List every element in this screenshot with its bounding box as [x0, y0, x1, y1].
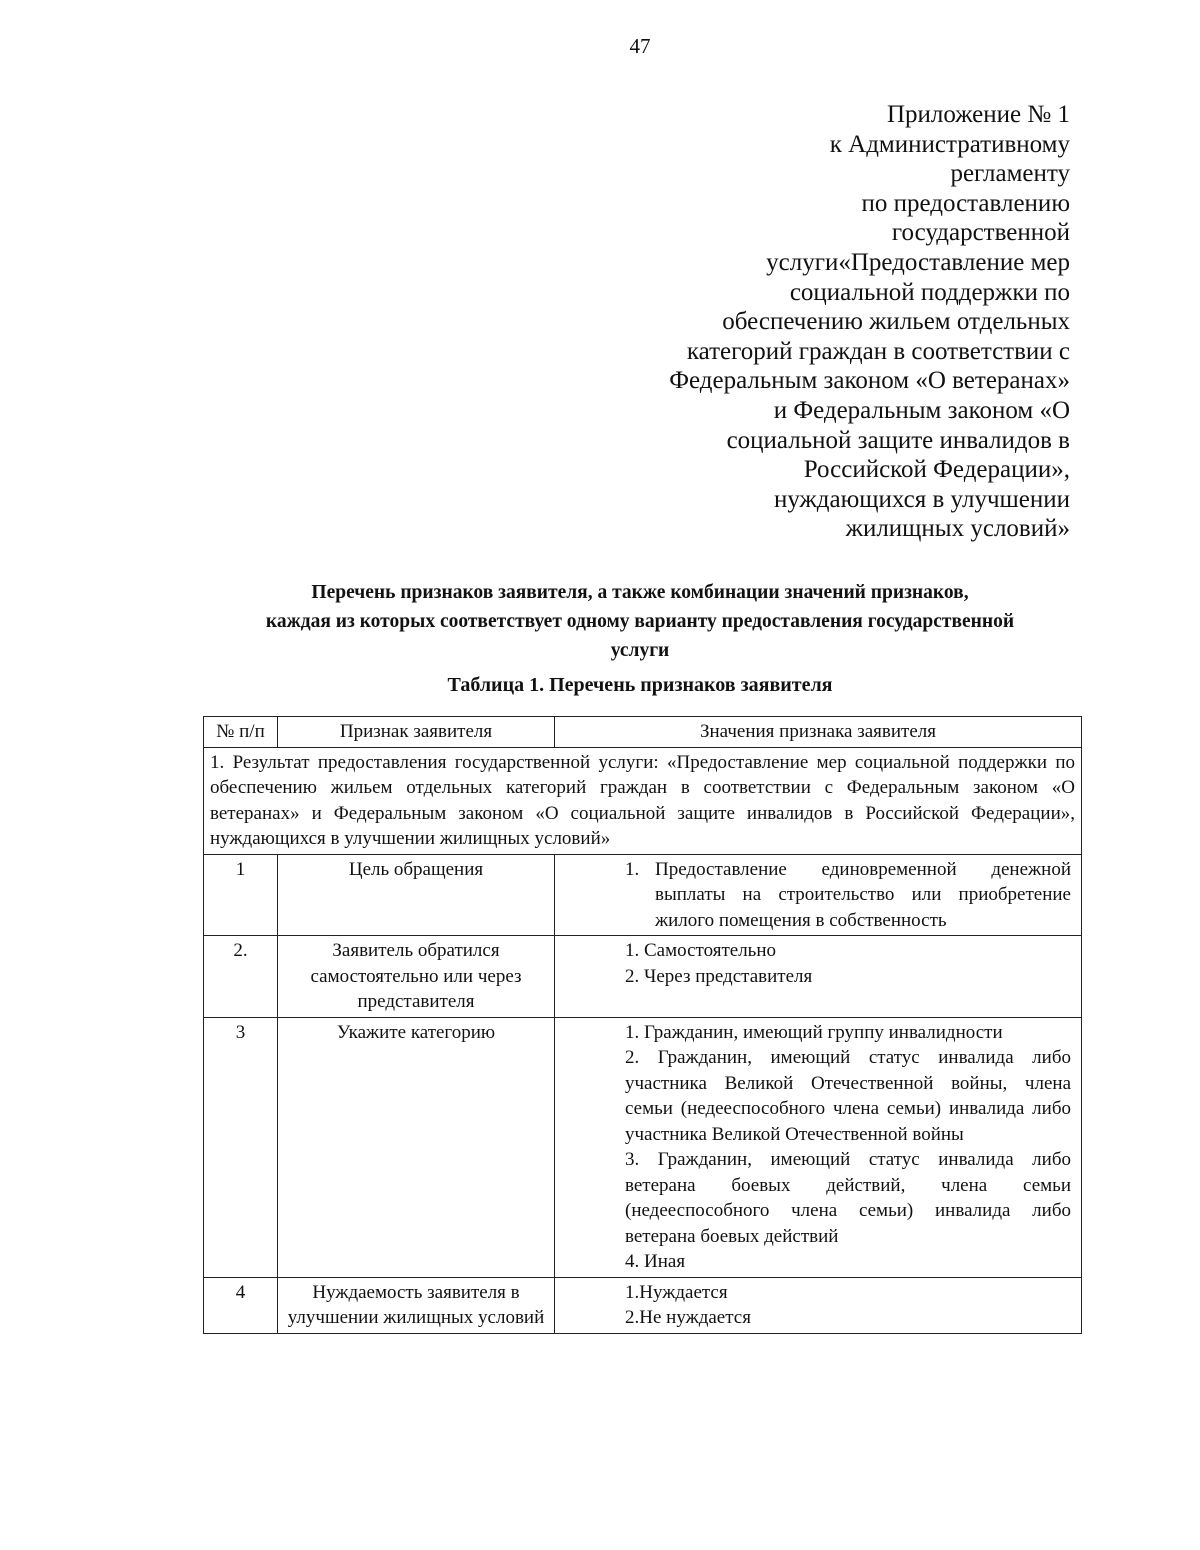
row-values [555, 936, 1082, 1018]
table-row [204, 936, 1082, 1018]
row-values [555, 1277, 1082, 1333]
row-num: 4 [204, 1277, 278, 1333]
row-sign: Нуждаемость заявителя в улучшении жилищных условий [278, 1277, 555, 1333]
value-item: 2. Гражданин, имеющий статус инвалида либо участника Великой Отечественной войны, члена семьи (недееспособного члена семьи) инвалида либо участника Великой Отечественной войны [625, 1047, 1071, 1145]
value-item: 1. Гражданин, имеющий группу инвалидности [625, 1021, 1003, 1043]
appendix-line: услуги«Предоставление мер [766, 248, 1070, 276]
appendix-line: по предоставлению [861, 189, 1070, 217]
value-item: 2.Не нуждается [625, 1307, 751, 1328]
page-number: 47 [629, 34, 651, 58]
value-item: 4. Иная [625, 1251, 686, 1272]
value-item: 1.Нуждается [625, 1281, 728, 1303]
header-sign: Признак заявителя [278, 717, 555, 748]
table-row [204, 854, 1082, 936]
header-values: Значения признака заявителя [555, 717, 1082, 748]
appendix-line: нуждающихся в улучшении [773, 485, 1070, 513]
table-row [204, 1277, 1082, 1333]
appendix-line: жилищных условий» [845, 515, 1070, 543]
table-result-row [204, 747, 1082, 854]
value-item: 1. Самостоятельно [625, 940, 777, 961]
value-item: 2. Через представителя [625, 965, 813, 987]
value-number: 1. [625, 858, 640, 880]
row-num: 1 [204, 854, 278, 936]
table-caption: Таблица 1. Перечень признаков заявителя [447, 674, 833, 696]
table-row [204, 1017, 1082, 1277]
appendix-line: к Административному [829, 130, 1070, 158]
row-num: 3 [204, 1017, 278, 1277]
appendix-line: государственной [891, 219, 1070, 247]
row-sign: Укажите категорию [278, 1017, 555, 1277]
row-num: 2. [204, 936, 278, 1018]
appendix-line: обеспечению жильем отдельных [722, 308, 1070, 336]
appendix-line: Федеральным законом «О ветеранах» [669, 367, 1070, 395]
table-header-row [204, 717, 1082, 748]
row-sign: Заявитель обратился самостоятельно или через представителя [278, 936, 555, 1018]
appendix-line: Российской Федерации», [803, 456, 1070, 484]
row-values [555, 854, 1082, 936]
appendix-line: Приложение № 1 [886, 101, 1070, 128]
value-item: 3. Гражданин, имеющий статус инвалида либо ветерана боевых действий, члена семьи (недееспособного члена семьи) инвалида либо ветерана боевых действий [625, 1149, 1071, 1247]
row-sign: Цель обращения [278, 854, 555, 936]
row-values [555, 1017, 1082, 1277]
appendix-line: и Федеральным законом «О [773, 396, 1070, 424]
result-row-text: 1. Результат предоставления государственной услуги: «Предоставление мер социальной поддержки по обеспечению жильем отдельных категорий граждан в соответствии с Федеральным законом «О ветеранах» и Федеральным законом «О социальной защите инвалидов в Российской Федерации», нуждающихся в улучшении жилищных условий» [204, 747, 1082, 854]
header-num: № п/п [204, 717, 278, 748]
title-line: каждая из которых соответствует одному варианту предоставления государственной [265, 611, 1015, 632]
appendix-heading [510, 100, 1070, 544]
document-title [200, 578, 1080, 665]
value-text: Предоставление единовременной денежной выплаты на строительство или приобретение жилого помещения в собственность [655, 858, 1071, 931]
appendix-line: социальной поддержки по [789, 278, 1070, 306]
appendix-line: регламенту [950, 160, 1070, 188]
appendix-line: категорий граждан в соответствии с [686, 337, 1070, 365]
title-line: услуги [610, 640, 670, 661]
appendix-line: социальной защите инвалидов в [726, 426, 1070, 454]
criteria-table [203, 716, 1082, 1334]
title-line: Перечень признаков заявителя, а также комбинации значений признаков, [311, 582, 969, 603]
